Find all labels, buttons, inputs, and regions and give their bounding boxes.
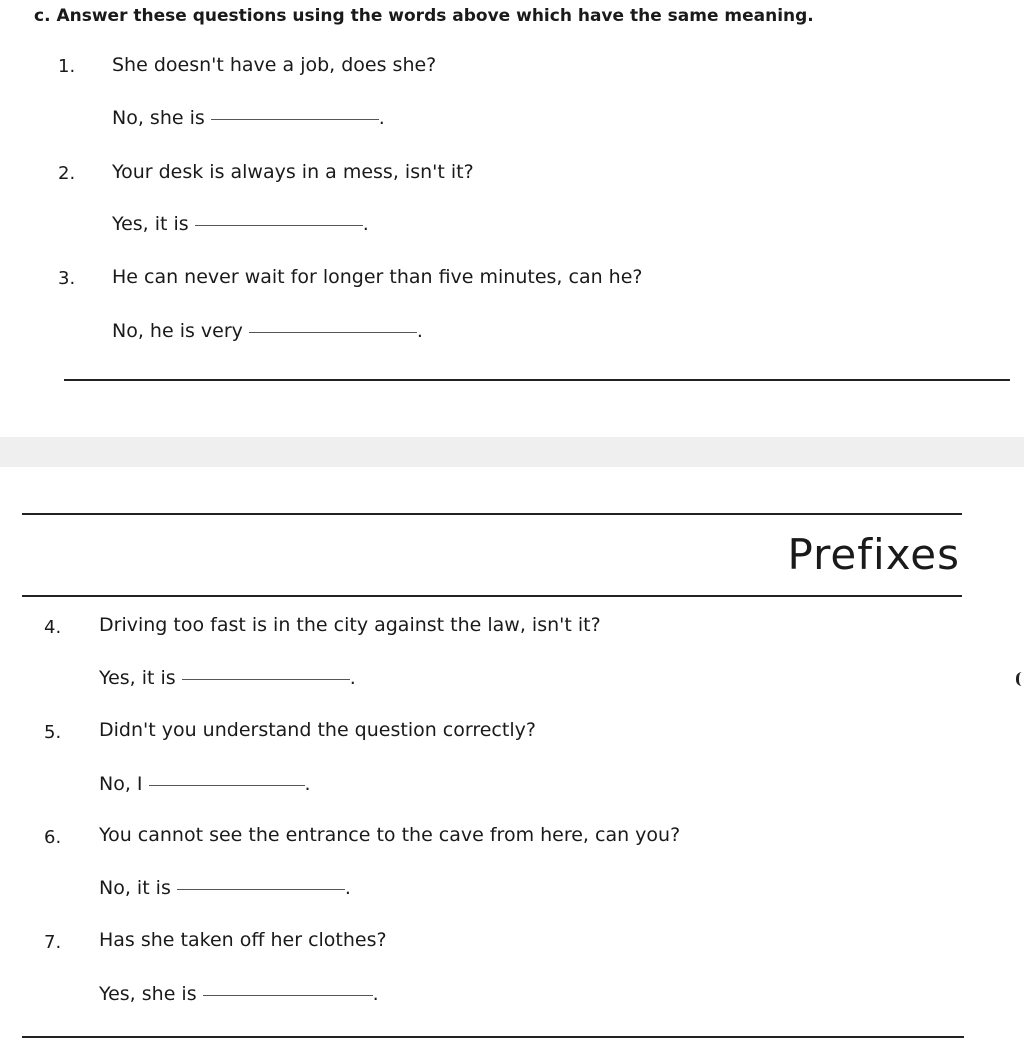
question-number: 5. bbox=[44, 722, 62, 743]
question-number: 4. bbox=[44, 617, 62, 638]
answer-prefix: Yes, it is bbox=[99, 667, 176, 689]
divider-rule bbox=[22, 1036, 964, 1038]
answer-prefix: No, she is bbox=[112, 107, 205, 129]
divider-rule bbox=[22, 513, 962, 515]
answer-suffix: . bbox=[378, 107, 385, 129]
question-number: 7. bbox=[44, 932, 62, 953]
question-text: Has she taken off her clothes? bbox=[99, 929, 387, 951]
answer-prefix: Yes, it is bbox=[112, 213, 189, 235]
answer-suffix: . bbox=[349, 667, 356, 689]
page-gap bbox=[0, 437, 1024, 467]
answer-prefix: No, he is very bbox=[112, 320, 243, 342]
answer-blank[interactable] bbox=[182, 678, 350, 680]
answer-suffix: . bbox=[416, 320, 423, 342]
answer-blank[interactable] bbox=[195, 224, 363, 226]
question-number: 3. bbox=[58, 268, 76, 289]
question-number: 1. bbox=[58, 56, 76, 77]
question-number: 6. bbox=[44, 827, 62, 848]
question-text: Didn't you understand the question correctly? bbox=[99, 719, 536, 741]
answer-suffix: . bbox=[362, 213, 369, 235]
answer-prefix: No, it is bbox=[99, 877, 171, 899]
answer-line bbox=[99, 667, 356, 689]
answer-blank[interactable] bbox=[203, 994, 373, 996]
divider-rule bbox=[64, 379, 1010, 381]
section-title: Prefixes bbox=[787, 530, 960, 579]
divider-rule bbox=[22, 595, 962, 597]
answer-blank[interactable] bbox=[149, 784, 305, 786]
edge-bracket-mark bbox=[1016, 672, 1024, 686]
answer-suffix: . bbox=[372, 983, 379, 1005]
answer-suffix: . bbox=[344, 877, 351, 899]
answer-line bbox=[112, 213, 369, 235]
answer-prefix: No, I bbox=[99, 773, 143, 795]
answer-prefix: Yes, she is bbox=[99, 983, 197, 1005]
question-text: Your desk is always in a mess, isn't it? bbox=[112, 161, 474, 183]
question-text: You cannot see the entrance to the cave from here, can you? bbox=[99, 824, 681, 846]
answer-line bbox=[99, 773, 311, 795]
answer-line bbox=[112, 107, 385, 129]
question-text: She doesn't have a job, does she? bbox=[112, 54, 437, 76]
answer-line bbox=[112, 320, 423, 342]
answer-blank[interactable] bbox=[249, 331, 417, 333]
question-text: Driving too fast is in the city against the law, isn't it? bbox=[99, 614, 601, 636]
question-number: 2. bbox=[58, 163, 76, 184]
exercise-heading: c. Answer these questions using the words above which have the same meaning. bbox=[34, 6, 814, 26]
answer-suffix: . bbox=[304, 773, 311, 795]
answer-blank[interactable] bbox=[211, 118, 379, 120]
answer-blank[interactable] bbox=[177, 888, 345, 890]
answer-line bbox=[99, 983, 379, 1005]
question-text: He can never wait for longer than five minutes, can he? bbox=[112, 266, 643, 288]
answer-line bbox=[99, 877, 351, 899]
